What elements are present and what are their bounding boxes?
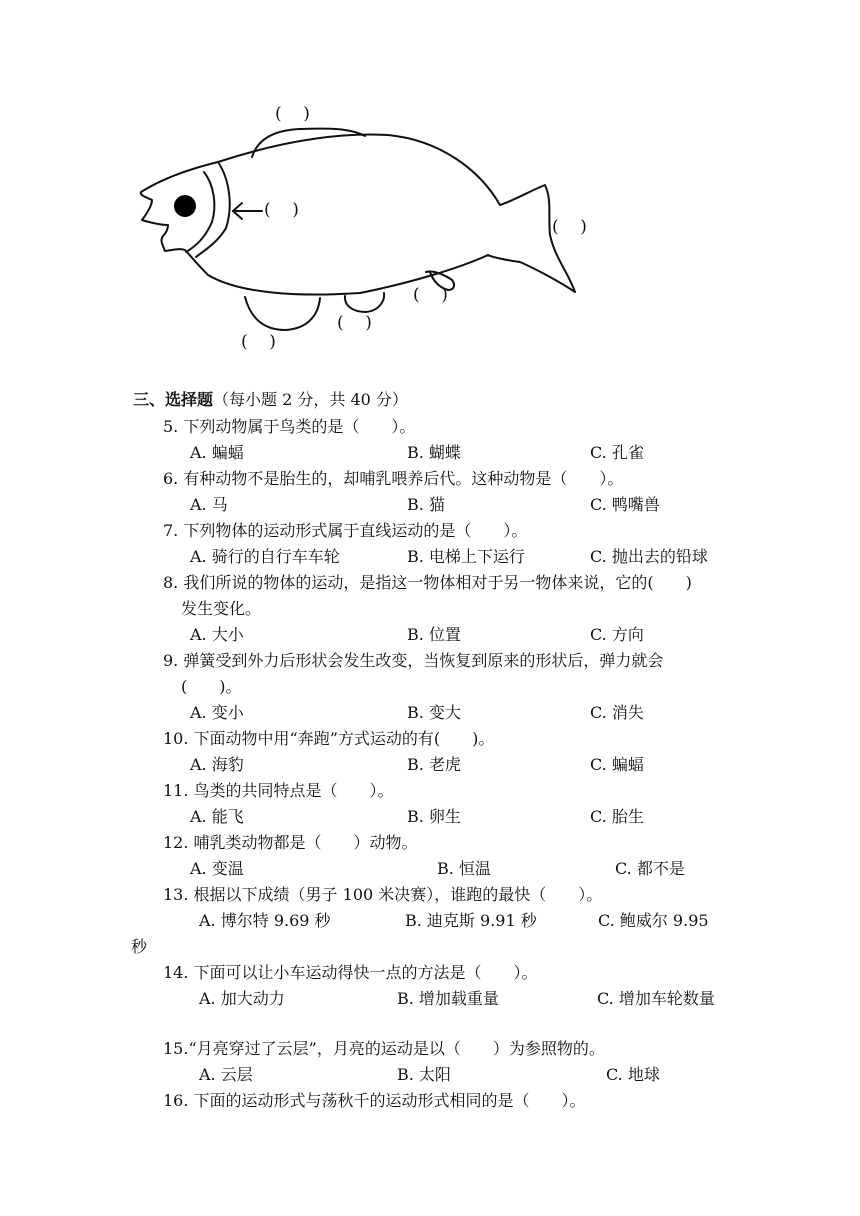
option-11c[interactable]: C. 胎生: [590, 807, 644, 826]
pectoral-fin: [245, 297, 320, 330]
fish-body: [141, 135, 575, 295]
option-8b[interactable]: B. 位置: [407, 625, 461, 644]
question-number: 11.: [163, 781, 189, 800]
dorsal-fin: [252, 129, 365, 157]
question-number: 7.: [163, 521, 179, 540]
option-13a[interactable]: A. 博尔特 9.69 秒: [199, 911, 331, 930]
option-8c[interactable]: C. 方向: [590, 625, 644, 644]
question-number: 13.: [163, 885, 189, 904]
question-text: 根据以下成绩（男子 100 米决赛），谁跑的最快（ ）。: [193, 885, 603, 904]
label-pelvic-fin: ( ): [337, 313, 372, 333]
option-5c[interactable]: C. 孔雀: [590, 443, 644, 462]
question-11: [163, 778, 394, 801]
question-number: 14.: [163, 963, 189, 982]
label-dorsal-fin: ( ): [275, 104, 310, 124]
option-12c[interactable]: C. 都不是: [615, 859, 685, 878]
option-14b[interactable]: B. 增加载重量: [397, 989, 499, 1008]
label-anal-fin: ( ): [413, 285, 448, 305]
question-text: 下列物体的运动形式属于直线运动的是（ ）。: [183, 521, 528, 540]
question-13: [163, 882, 602, 905]
option-14a[interactable]: A. 加大动力: [199, 989, 285, 1008]
question-number: 8.: [163, 573, 179, 592]
option-10c[interactable]: C. 蝙蝠: [590, 755, 644, 774]
question-number: 5.: [163, 417, 179, 436]
option-13c-overflow: 秒: [131, 937, 148, 956]
option-13c[interactable]: C. 鲍威尔 9.95: [598, 911, 709, 930]
question-6: [163, 466, 623, 489]
question-number: 6.: [163, 469, 179, 488]
question-7: [163, 518, 527, 541]
option-9c[interactable]: C. 消失: [590, 703, 644, 722]
question-8-continuation: 发生变化。: [181, 599, 262, 618]
option-13b[interactable]: B. 迪克斯 9.91 秒: [405, 911, 537, 930]
option-7b[interactable]: B. 电梯上下运行: [407, 547, 525, 566]
option-7c[interactable]: C. 抛出去的铅球: [590, 547, 708, 566]
option-10b[interactable]: B. 老虎: [407, 755, 461, 774]
question-number: 12.: [163, 833, 189, 852]
question-text: 我们所说的物体的运动，是指这一物体相对于另一物体来说，它的( ): [183, 573, 692, 592]
label-tail-fin: ( ): [552, 217, 587, 237]
question-9-continuation: ( )。: [181, 677, 242, 696]
question-number: 16.: [163, 1091, 189, 1110]
question-text: 鸟类的共同特点是（ ）。: [193, 781, 394, 800]
question-9: [163, 648, 663, 671]
option-9b[interactable]: B. 变大: [407, 703, 461, 722]
question-16: [163, 1088, 586, 1111]
question-12: [163, 830, 418, 853]
option-6b[interactable]: B. 猫: [407, 495, 445, 514]
question-text: 下面可以让小车运动得快一点的方法是（ ）。: [193, 963, 538, 982]
question-8: [163, 570, 692, 593]
option-11a[interactable]: A. 能飞: [190, 807, 244, 826]
option-6c[interactable]: C. 鸭嘴兽: [590, 495, 660, 514]
fish-eye: [174, 195, 196, 217]
section-heading: [133, 387, 408, 410]
question-14: [163, 960, 538, 983]
option-6a[interactable]: A. 马: [190, 495, 228, 514]
question-10: [163, 726, 494, 749]
pelvic-fin: [345, 293, 384, 312]
option-15a[interactable]: A. 云层: [199, 1065, 253, 1084]
option-11b[interactable]: B. 卵生: [407, 807, 461, 826]
question-text: 有种动物不是胎生的，却哺乳喂养后代。这种动物是（ ）。: [183, 469, 624, 488]
section-note: （每小题 2 分，共 40 分）: [213, 390, 408, 409]
option-15b[interactable]: B. 太阳: [397, 1065, 451, 1084]
question-15: [163, 1036, 605, 1059]
label-pectoral-fin: ( ): [241, 332, 276, 352]
question-text: 下面的运动形式与荡秋千的运动形式相同的是（ ）。: [193, 1091, 586, 1110]
question-number: 15.: [163, 1039, 189, 1058]
option-7a[interactable]: A. 骑行的自行车车轮: [190, 547, 340, 566]
option-10a[interactable]: A. 海豹: [190, 755, 244, 774]
section-title: 三、选择题: [133, 390, 214, 409]
option-12a[interactable]: A. 变温: [190, 859, 244, 878]
question-text: 弹簧受到外力后形状会发生改变，当恢复到原来的形状后，弹力就会: [183, 651, 664, 670]
option-12b[interactable]: B. 恒温: [437, 859, 491, 878]
question-text: 下面动物中用“奔跑”方式运动的有( )。: [193, 729, 495, 748]
option-5a[interactable]: A. 蝙蝠: [190, 443, 244, 462]
label-gill: ( ): [264, 200, 299, 220]
question-text: “月亮穿过了云层”，月亮的运动是以（ ）为参照物的。: [188, 1039, 605, 1058]
question-text: 下列动物属于鸟类的是（ ）。: [183, 417, 416, 436]
fish-diagram: [0, 0, 860, 380]
option-14c[interactable]: C. 增加车轮数量: [597, 989, 715, 1008]
question-number: 9.: [163, 651, 179, 670]
option-8a[interactable]: A. 大小: [190, 625, 244, 644]
question-5: [163, 414, 415, 437]
option-9a[interactable]: A. 变小: [190, 703, 244, 722]
question-text: 哺乳类动物都是（ ）动物。: [193, 833, 418, 852]
question-number: 10.: [163, 729, 189, 748]
option-15c[interactable]: C. 地球: [606, 1065, 660, 1084]
option-5b[interactable]: B. 蝴蝶: [407, 443, 461, 462]
head-line: [196, 162, 230, 257]
